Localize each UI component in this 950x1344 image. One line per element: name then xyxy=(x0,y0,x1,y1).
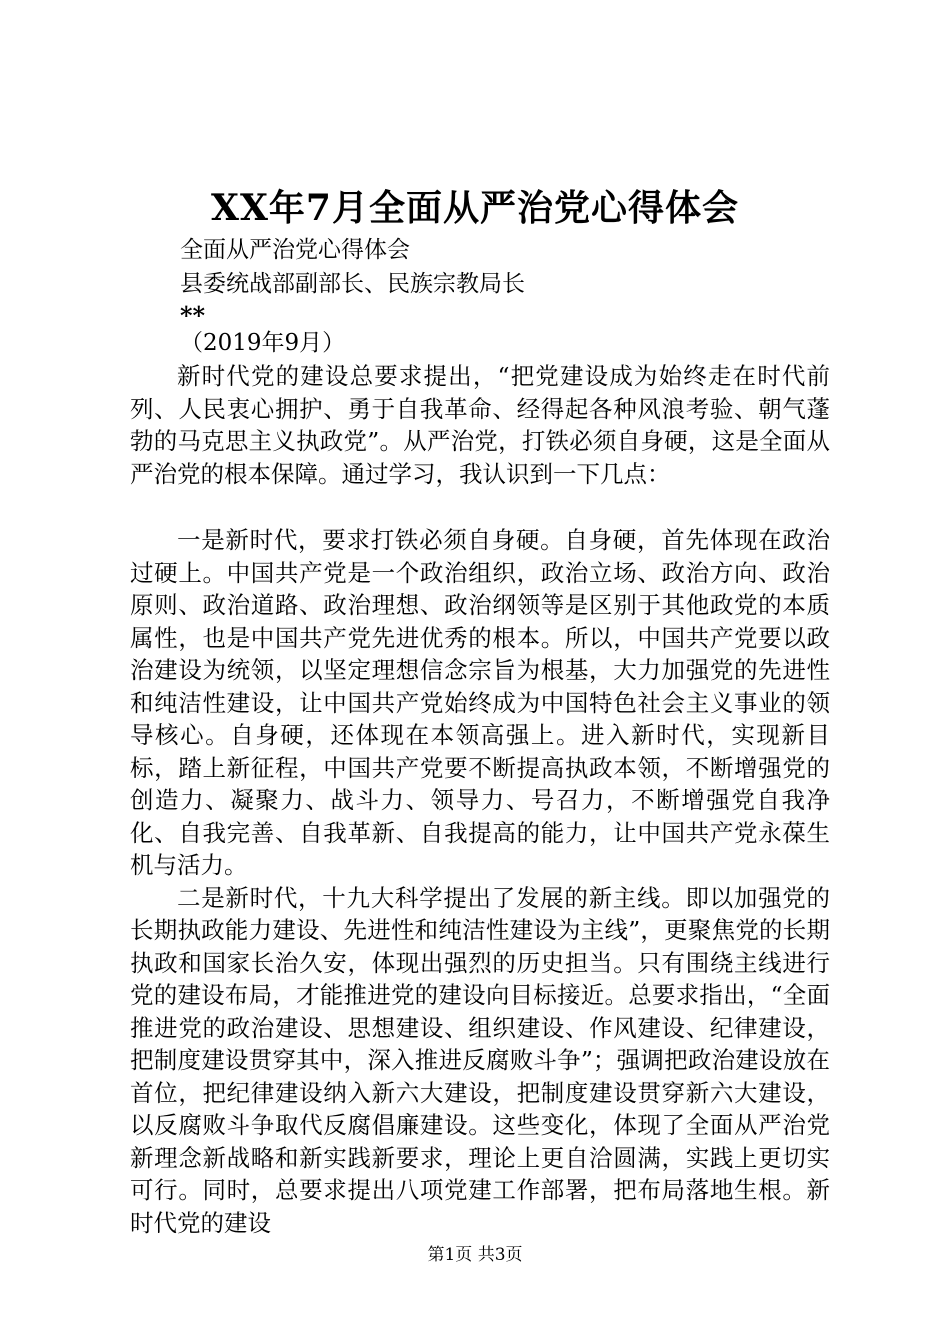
author-name: ** xyxy=(180,301,206,330)
paragraph-intro: 新时代党的建设总要求提出，“把党建设成为始终走在时代前列、人民衷心拥护、勇于自我革命、经得起各种风浪考验、朝气蓬勃的马克思主义执政党”。从严治党，打铁必须自身硬，这是全面从严治党的根本保障。通过学习，我认识到一下几点： xyxy=(130,362,830,488)
page-number: 第1页 共3页 xyxy=(427,1245,523,1265)
paragraph-spacer xyxy=(130,490,830,524)
paragraph-point-one: 一是新时代，要求打铁必须自身硬。自身硬，首先体现在政治过硬上。中国共产党是一个政治组织，政治立场、政治方向、政治原则、政治道路、政治理想、政治纲领等是区别于其他政党的本质属性，也是中国共产党先进优秀的根本。所以，中国共产党要以政治建设为统领，以坚定理想信念宗旨为根基，大力加强党的先进性和纯洁性建设，让中国共产党始终成为中国特色社会主义事业的领导核心。自身硬，还体现在本领高强上。进入新时代，实现新目标，踏上新征程，中国共产党要不断提高执政本领，不断增强党的创造力、凝聚力、战斗力、领导力、号召力，不断增强党自我净化、自我完善、自我革新、自我提高的能力，让中国共产党永葆生机与活力。 xyxy=(130,526,830,879)
document-date: （2019年9月） xyxy=(180,330,346,356)
paragraph-point-two: 二是新时代，十九大科学提出了发展的新主线。即以加强党的长期执政能力建设、先进性和纯洁性建设为主线”，更聚焦党的长期执政和国家长治久安，体现出强烈的历史担当。只有围绕主线进行党的建设布局，才能推进党的建设向目标接近。总要求指出，“全面推进党的政治建设、思想建设、组织建设、作风建设、纪律建设，把制度建设贯穿其中，深入推进反腐败斗争”；强调把政治建设放在首位，把纪律建设纳入新六大建设，把制度建设贯穿新六大建设，以反腐败斗争取代反腐倡廉建设。这些变化，体现了全面从严治党新理念新战略和新实践新要求，理论上更自洽圆满，实践上更切实可行。同时，总要求提出八项党建工作部署，把布局落地生根。新时代党的建设 xyxy=(130,883,830,1237)
document-subtitle: 全面从严治党心得体会 xyxy=(180,237,410,263)
document-title: XX年7月全面从严治党心得体会 xyxy=(211,187,739,229)
document-body xyxy=(130,360,830,1239)
author-position: 县委统战部副部长、民族宗教局长 xyxy=(180,271,525,297)
